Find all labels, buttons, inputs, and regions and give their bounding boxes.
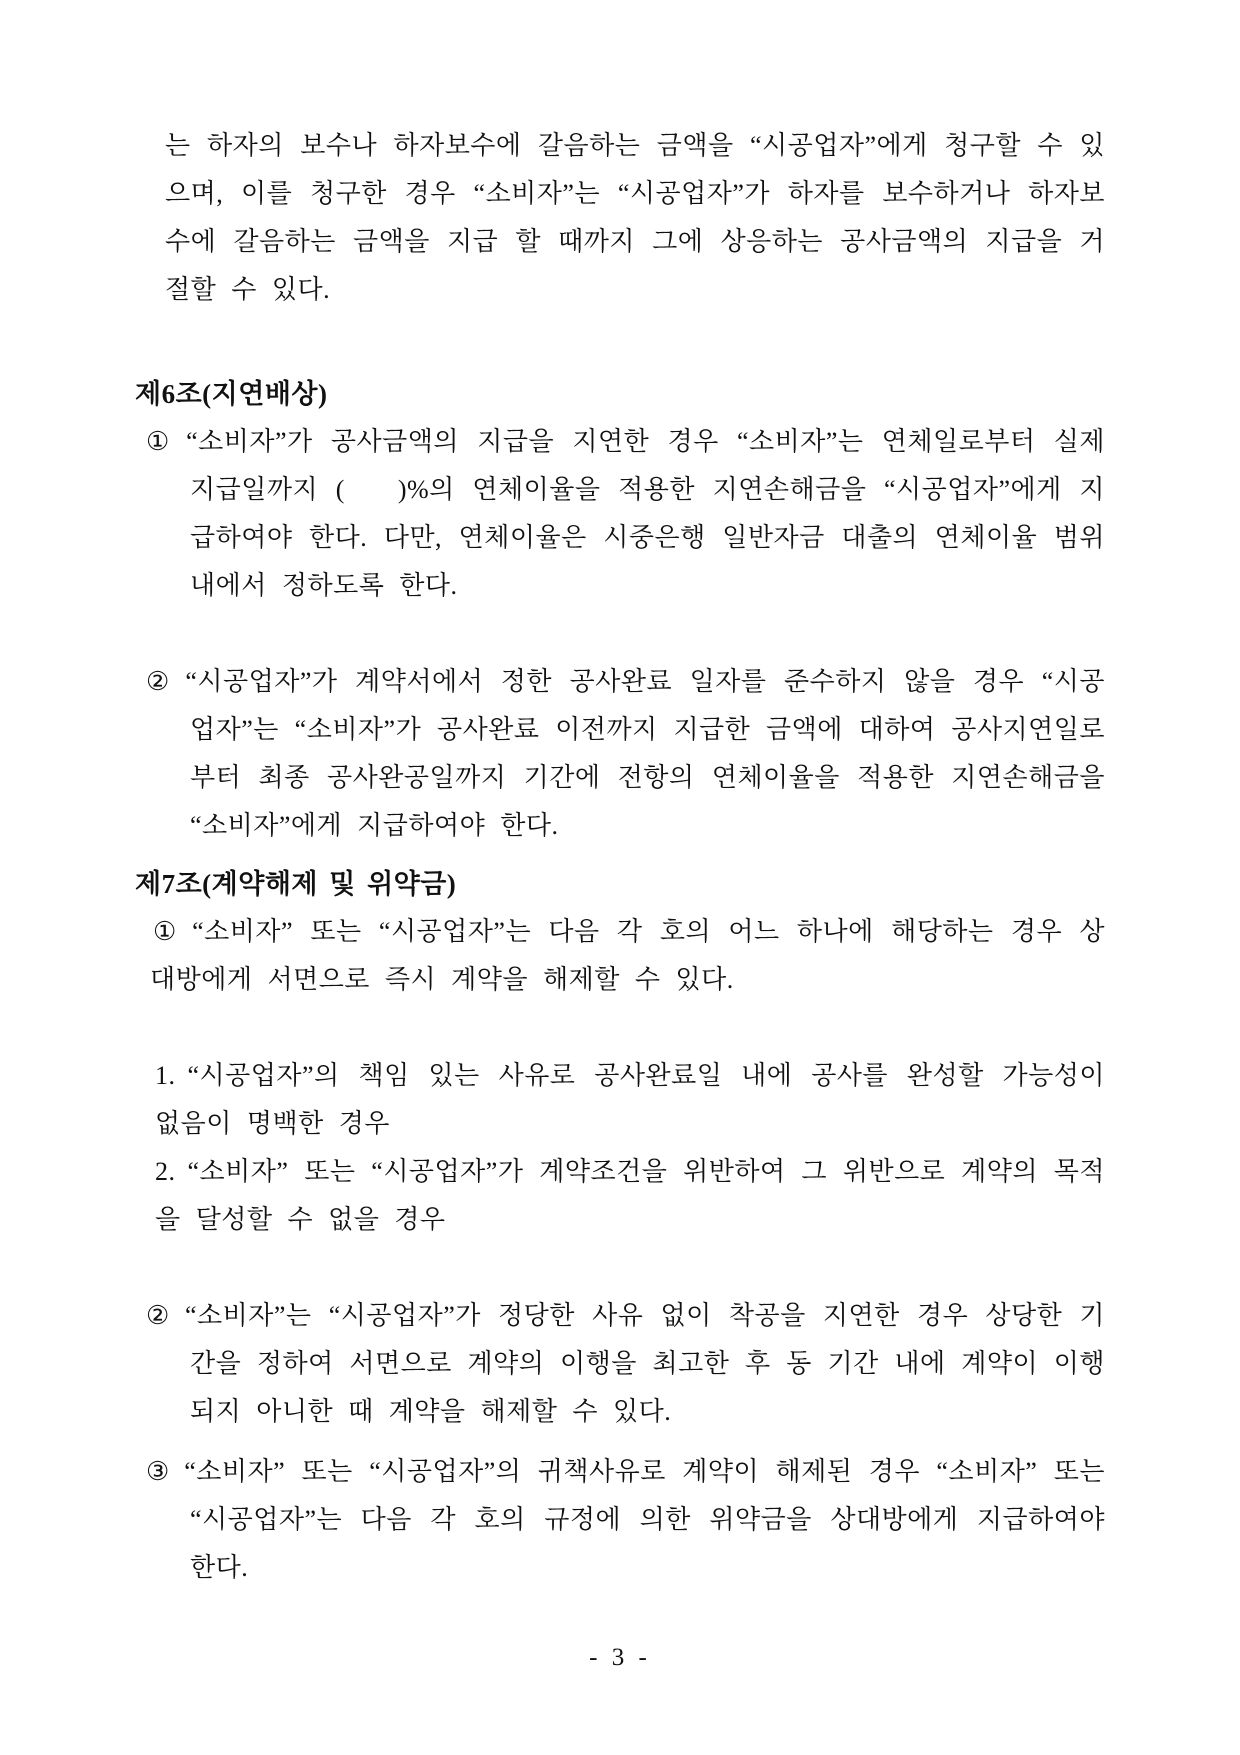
number-marker: 1. [155, 1061, 176, 1090]
subitem-text: “소비자” 또는 “시공업자”가 계약조건을 위반하여 그 위반으로 계약의 목적을 달성할 수 없을 경우 [155, 1157, 1105, 1234]
subitem-text: “시공업자”의 책임 있는 사유로 공사완료일 내에 공사를 완성할 가능성이 없음이 명백한 경우 [155, 1061, 1105, 1138]
circled-number-marker: ② [146, 667, 173, 696]
circled-number-marker: ② [146, 1301, 172, 1330]
article-7-item-3 [135, 1448, 1105, 1592]
item-text: “소비자”가 공사금액의 지급을 지연한 경우 “소비자”는 연체일로부터 실제 지급일까지 ( )%의 연체이율을 적용한 지연손해금을 “시공업자”에게 지급하여야 한다. 다만, 연체이율은 시중은행 일반자금 대출의 연체이율 범위내에서 정하도록 한다. [186, 427, 1105, 600]
circled-number-marker: ① [153, 917, 180, 946]
circled-number-marker: ③ [146, 1457, 172, 1486]
circled-number-marker: ① [146, 427, 174, 456]
continuation-paragraph: 는 하자의 보수나 하자보수에 갈음하는 금액을 “시공업자”에게 청구할 수 있으며, 이를 청구한 경우 “소비자”는 “시공업자”가 하자를 보수하거나 하자보수에 갈음하는 금액을 지급 할 때까지 그에 상응하는 공사금액의 지급을 거절할 수 있다. [165, 131, 1105, 304]
item-text: “시공업자”가 계약서에서 정한 공사완료 일자를 준수하지 않을 경우 “시공업자”는 “소비자”가 공사완료 이전까지 지급한 금액에 대하여 공사지연일로부터 최종 공사완공일까지 기간에 전항의 연체이율을 적용한 지연손해금을 “소비자”에게 지급하여야 한다. [185, 667, 1105, 840]
article-7-item-2 [135, 1292, 1105, 1436]
article-7-item-1-subitem-1 [135, 1052, 1105, 1148]
article-7-heading: 제7조(계약해제 및 위약금) [135, 869, 457, 899]
item-text: “소비자”는 “시공업자”가 정당한 사유 없이 착공을 지연한 경우 상당한 기간을 정하여 서면으로 계약의 이행을 최고한 후 동 기간 내에 계약이 이행되지 아니한 때 계약을 해제할 수 있다. [185, 1301, 1105, 1426]
number-marker: 2. [155, 1157, 176, 1186]
item-text: “소비자” 또는 “시공업자”의 귀책사유로 계약이 해제된 경우 “소비자” 또는 “시공업자”는 다음 각 호의 규정에 의한 위약금을 상대방에게 지급하여야 한다. [184, 1457, 1105, 1582]
article-7-item-1 [135, 908, 1105, 1004]
article-6-item-2 [135, 658, 1105, 850]
page-number: - 3 - [589, 1644, 651, 1671]
article-7-item-1-subitem-2 [135, 1148, 1105, 1244]
article-6-heading: 제6조(지연배상) [135, 379, 328, 409]
article-6-item-1 [135, 418, 1105, 610]
item-text: “소비자” 또는 “시공업자”는 다음 각 호의 어느 하나에 해당하는 경우 상대방에게 서면으로 즉시 계약을 해제할 수 있다. [150, 917, 1106, 994]
